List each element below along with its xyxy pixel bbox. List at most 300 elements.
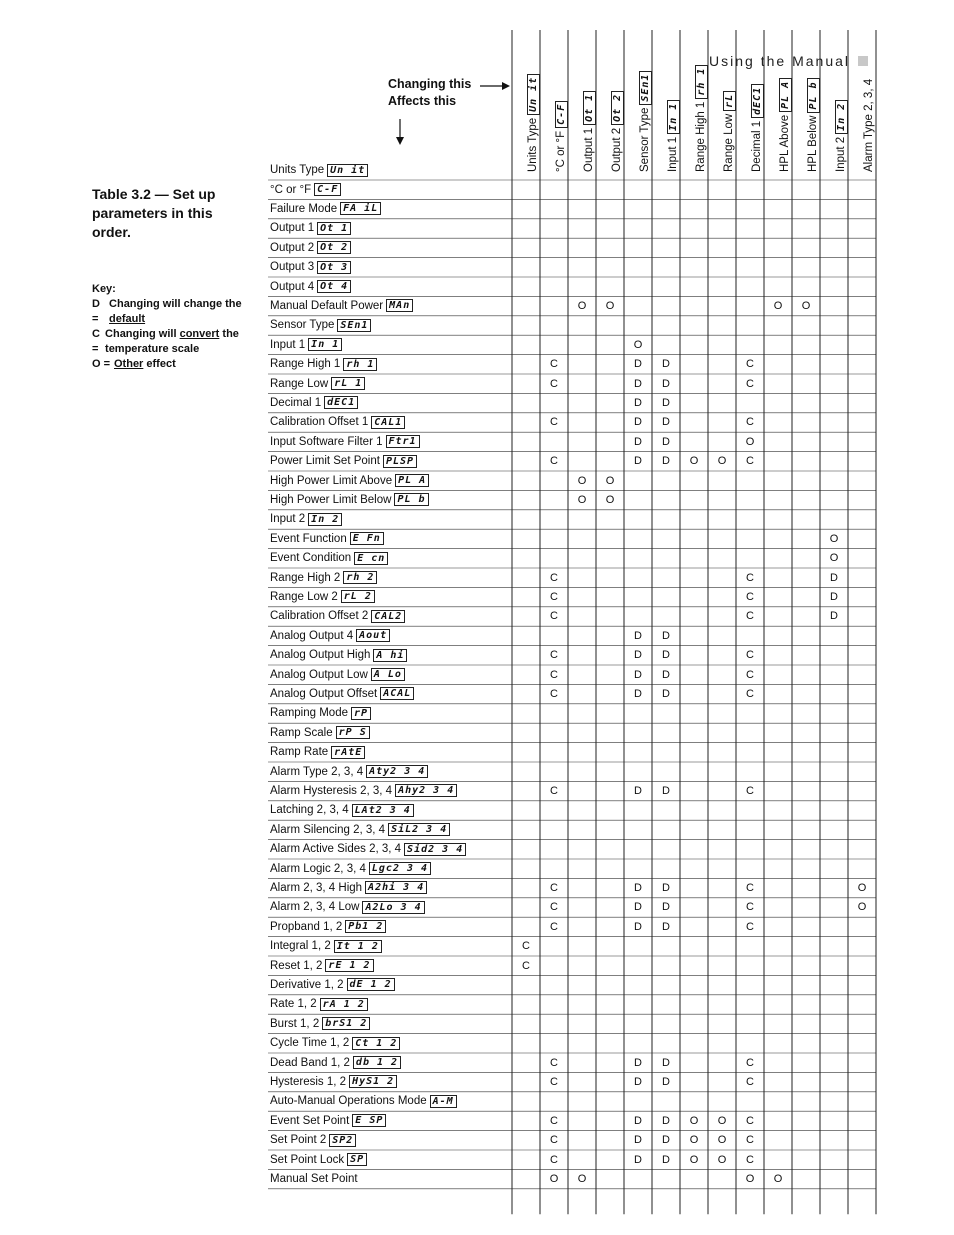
row-label: Latching 2, 3, 4 — [270, 804, 349, 817]
table-cell: D — [662, 1153, 670, 1166]
lcd-code: In 1 — [308, 338, 342, 351]
column-label: Units Type — [527, 117, 539, 172]
lcd-code: rA 1 2 — [320, 998, 368, 1011]
lcd-code: rh 1 — [695, 65, 708, 99]
lcd-code: Ahy2 3 4 — [395, 784, 457, 797]
table-row — [270, 684, 414, 703]
column-label: Input 1 — [667, 136, 679, 172]
row-label: Analog Output 4 — [270, 629, 354, 642]
header-text: Using the Manual — [709, 53, 850, 69]
lcd-code: It 1 2 — [334, 940, 382, 953]
table-cell: D — [662, 377, 670, 390]
row-label: Event Condition — [270, 552, 352, 565]
lcd-code: PL A — [395, 474, 429, 487]
table-row — [270, 626, 390, 645]
table-row — [270, 258, 351, 277]
table-cell: C — [746, 1153, 754, 1166]
table-row — [270, 277, 351, 296]
lcd-code: dEC1 — [324, 396, 358, 409]
table-row — [270, 956, 374, 975]
row-label: Range Low — [270, 377, 329, 390]
table-cell: D — [634, 1134, 642, 1147]
table-cell: D — [662, 901, 670, 914]
table-cell: O — [829, 552, 839, 565]
table-row — [270, 432, 420, 451]
table-row — [270, 568, 377, 587]
row-label: Ramping Mode — [270, 707, 348, 720]
table-cell: O — [717, 455, 727, 468]
lcd-code: PL b — [394, 493, 428, 506]
row-label: Alarm Active Sides 2, 3, 4 — [270, 843, 402, 856]
table-row — [270, 840, 466, 859]
row-label: Output 3 — [270, 261, 315, 274]
table-row — [270, 859, 431, 878]
table-cell: O — [577, 299, 587, 312]
row-label: Alarm Logic 2, 3, 4 — [270, 862, 366, 875]
column-header — [736, 18, 764, 180]
table-row — [270, 1014, 370, 1033]
table-row — [270, 917, 386, 936]
row-label: Input 2 — [270, 513, 306, 526]
lcd-code: rL 2 — [341, 590, 375, 603]
table-row — [270, 161, 368, 180]
column-label: Output 1 — [583, 127, 595, 172]
table-row — [270, 1053, 401, 1072]
row-label: Power Limit Set Point — [270, 455, 380, 468]
table-row — [270, 1072, 397, 1091]
lcd-code: MAn — [386, 299, 413, 312]
table-cell: O — [549, 1172, 559, 1185]
table-cell: C — [550, 901, 558, 914]
table-cell: D — [662, 1056, 670, 1069]
table-row — [270, 587, 375, 606]
table-cell: D — [634, 784, 642, 797]
column-label: Alarm Type 2, 3, 4 — [863, 78, 875, 172]
table-row — [270, 665, 405, 684]
table-cell: C — [550, 1114, 558, 1127]
column-label: °C or °F — [555, 130, 567, 172]
row-label: Set Point 2 — [270, 1134, 327, 1147]
row-label: Alarm Hysteresis 2, 3, 4 — [270, 784, 393, 797]
lcd-code: E Fn — [350, 532, 384, 545]
row-label: Output 2 — [270, 241, 315, 254]
arrow-down-icon — [394, 119, 406, 147]
row-label: Sensor Type — [270, 319, 335, 332]
table-row — [270, 607, 405, 626]
column-label: Decimal 1 — [751, 120, 763, 172]
row-label: Integral 1, 2 — [270, 940, 331, 953]
table-cell: O — [577, 474, 587, 487]
table-cell: O — [717, 1153, 727, 1166]
row-label: Event Set Point — [270, 1114, 350, 1127]
lcd-code: Un it — [527, 74, 540, 115]
table-cell: C — [550, 590, 558, 603]
table-cell: D — [634, 435, 642, 448]
row-label: Set Point Lock — [270, 1153, 345, 1166]
column-header — [568, 18, 596, 180]
lcd-code: CAL1 — [371, 416, 405, 429]
table-row — [270, 1111, 386, 1130]
column-header — [540, 18, 568, 180]
table-cell: C — [746, 901, 754, 914]
lcd-code: FA iL — [340, 202, 381, 215]
row-label: Ramp Rate — [270, 746, 329, 759]
row-label: Dead Band 1, 2 — [270, 1056, 350, 1069]
table-cell: D — [662, 455, 670, 468]
table-cell: O — [745, 435, 755, 448]
table-cell: C — [746, 590, 754, 603]
key-letter: D = — [92, 298, 100, 325]
lcd-code: rh 1 — [343, 358, 377, 371]
table-cell: C — [550, 416, 558, 429]
row-label: Range High 2 — [270, 571, 341, 584]
table-row — [270, 1169, 358, 1188]
table-cell: D — [634, 687, 642, 700]
lcd-code: Aty2 3 4 — [366, 765, 428, 778]
row-label: Calibration Offset 1 — [270, 416, 369, 429]
row-label: Alarm 2, 3, 4 High — [270, 881, 363, 894]
lcd-code: Ot 3 — [317, 261, 351, 274]
changing-label-line2: Affects this — [388, 94, 457, 108]
column-header — [512, 18, 540, 180]
table-cell: C — [550, 920, 558, 933]
key-text: Changing will change the default — [109, 298, 242, 325]
table-cell: C — [746, 571, 754, 584]
lcd-code: rP — [351, 707, 371, 720]
row-label: Reset 1, 2 — [270, 959, 323, 972]
lcd-code: SiL2 3 4 — [388, 823, 450, 836]
table-row — [270, 1131, 356, 1150]
table-cell: D — [662, 1075, 670, 1088]
table-cell: C — [746, 1134, 754, 1147]
table-cell: C — [746, 649, 754, 662]
lcd-code: SEn1 — [639, 71, 652, 105]
table-cell: O — [689, 1134, 699, 1147]
row-label: Range Low 2 — [270, 590, 338, 603]
table-cell: C — [550, 784, 558, 797]
arrow-right-icon — [480, 80, 510, 92]
row-label: Output 1 — [270, 222, 315, 235]
table-cell: D — [662, 435, 670, 448]
lcd-code: C-F — [314, 183, 341, 196]
lcd-code: PLSP — [383, 455, 417, 468]
lcd-code: A2Lo 3 4 — [362, 901, 424, 914]
lcd-code: SP2 — [329, 1134, 356, 1147]
column-header — [680, 18, 708, 180]
row-label: Manual Default Power — [270, 299, 384, 312]
column-label: Sensor Type — [639, 107, 651, 172]
table-cell: C — [550, 610, 558, 623]
table-cell: C — [550, 881, 558, 894]
row-label: Alarm Silencing 2, 3, 4 — [270, 823, 386, 836]
table-cell: C — [550, 1056, 558, 1069]
table-cell: O — [773, 299, 783, 312]
table-cell: C — [550, 1075, 558, 1088]
row-label: Rate 1, 2 — [270, 998, 317, 1011]
table-row — [270, 296, 413, 315]
table-row — [270, 801, 414, 820]
lcd-code: Ot 1 — [317, 222, 351, 235]
table-cell: O — [745, 1172, 755, 1185]
lcd-code: In 2 — [835, 100, 848, 134]
lcd-code: A hi — [373, 649, 407, 662]
table-cell: O — [605, 299, 615, 312]
lcd-code: Lgc2 3 4 — [369, 862, 431, 875]
table-cell: D — [634, 1114, 642, 1127]
row-label: Alarm Type 2, 3, 4 — [270, 765, 364, 778]
table-cell: D — [634, 1056, 642, 1069]
lcd-code: Ct 1 2 — [352, 1037, 400, 1050]
lcd-code: Un it — [327, 164, 368, 177]
column-label: Range Low — [723, 113, 735, 172]
table-row — [270, 199, 381, 218]
table-row — [270, 820, 450, 839]
table-cell: D — [662, 784, 670, 797]
table-cell: D — [662, 416, 670, 429]
table-cell: O — [717, 1134, 727, 1147]
key-letter: O = — [92, 358, 111, 370]
table-row — [270, 335, 342, 354]
key-item — [92, 327, 242, 357]
row-label: Hysteresis 1, 2 — [270, 1075, 347, 1088]
table-cell: D — [662, 687, 670, 700]
row-label: Decimal 1 — [270, 396, 322, 409]
table-cell: D — [662, 358, 670, 371]
column-header — [708, 18, 736, 180]
column-label: Input 2 — [835, 136, 847, 172]
table-cell: O — [773, 1172, 783, 1185]
table-row — [270, 316, 371, 335]
table-cell: D — [634, 396, 642, 409]
table-cell: C — [550, 571, 558, 584]
lcd-code: CAL2 — [371, 610, 405, 623]
table-row — [270, 898, 425, 917]
table-cell: O — [717, 1114, 727, 1127]
row-label: Output 4 — [270, 280, 315, 293]
table-cell: C — [746, 1075, 754, 1088]
table-cell: O — [577, 493, 587, 506]
lcd-code: rP S — [336, 726, 370, 739]
table-row — [270, 743, 365, 762]
lcd-code: rh 2 — [343, 571, 377, 584]
lcd-code: Ftr1 — [386, 435, 420, 448]
table-cell: D — [662, 881, 670, 894]
table-cell: D — [634, 1153, 642, 1166]
lcd-code: A2hi 3 4 — [365, 881, 427, 894]
table-cell: D — [634, 920, 642, 933]
lcd-code: Ot 2 — [317, 241, 351, 254]
row-label: Analog Output High — [270, 649, 371, 662]
key-title: Key: — [92, 283, 116, 295]
table-row — [270, 549, 388, 568]
key-legend — [92, 282, 242, 372]
lcd-code: A-M — [430, 1095, 457, 1108]
key-item — [92, 297, 242, 327]
table-cell: C — [522, 959, 530, 972]
table-cell: O — [689, 1114, 699, 1127]
table-cell: O — [689, 455, 699, 468]
key-letter: C = — [92, 328, 100, 355]
table-cell: C — [550, 377, 558, 390]
table-cell: D — [662, 396, 670, 409]
row-label: Range High 1 — [270, 358, 341, 371]
lcd-code: E SP — [352, 1114, 386, 1127]
table-cell: C — [746, 358, 754, 371]
table-cell: O — [857, 901, 867, 914]
table-cell: C — [746, 1114, 754, 1127]
row-label: High Power Limit Below — [270, 493, 392, 506]
lcd-code: PL A — [779, 78, 792, 112]
table-row — [270, 393, 358, 412]
column-label: Output 2 — [611, 127, 623, 172]
table-cell: D — [662, 1114, 670, 1127]
key-text: Other effect — [114, 358, 176, 370]
lcd-code: Pb1 2 — [345, 920, 386, 933]
table-row — [270, 781, 457, 800]
lcd-code: db 1 2 — [353, 1056, 401, 1069]
table-cell: D — [830, 590, 838, 603]
row-label: Calibration Offset 2 — [270, 610, 369, 623]
table-row — [270, 529, 384, 548]
lcd-code: ACAL — [380, 687, 414, 700]
table-row — [270, 180, 341, 199]
column-header — [596, 18, 624, 180]
column-header — [624, 18, 652, 180]
row-label: Manual Set Point — [270, 1172, 358, 1185]
table-row — [270, 219, 351, 238]
table-cell: D — [634, 377, 642, 390]
table-cell: D — [662, 920, 670, 933]
table-cell: D — [634, 629, 642, 642]
lcd-code: SEn1 — [337, 319, 371, 332]
table-cell: D — [662, 649, 670, 662]
table-cell: C — [550, 687, 558, 700]
table-row — [270, 937, 382, 956]
table-row — [270, 704, 371, 723]
table-row — [270, 646, 407, 665]
column-header — [820, 18, 848, 180]
table-cell: D — [634, 881, 642, 894]
lcd-code: Ot 2 — [611, 91, 624, 125]
row-label: Analog Output Low — [270, 668, 368, 681]
row-label: Propband 1, 2 — [270, 920, 343, 933]
lcd-code: LAt2 3 4 — [352, 804, 414, 817]
table-cell: D — [662, 668, 670, 681]
table-title: Table 3.2 — Set up parameters in this order. — [92, 186, 216, 240]
table-cell: D — [634, 649, 642, 662]
row-label: Alarm 2, 3, 4 Low — [270, 901, 360, 914]
lcd-code: PL b — [807, 78, 820, 112]
table-cell: C — [746, 416, 754, 429]
table-cell: D — [830, 571, 838, 584]
lcd-code: rL — [723, 91, 736, 111]
row-label: Auto-Manual Operations Mode — [270, 1095, 427, 1108]
row-label: Ramp Scale — [270, 726, 333, 739]
table-cell: D — [634, 455, 642, 468]
table-cell: D — [634, 668, 642, 681]
column-label: HPL Below — [807, 115, 819, 172]
changing-label — [388, 76, 471, 110]
table-cell: C — [550, 668, 558, 681]
lcd-code: C-F — [555, 101, 568, 128]
row-label: Analog Output Offset — [270, 687, 378, 700]
column-header — [764, 18, 792, 180]
table-row — [270, 723, 370, 742]
table-row — [270, 374, 365, 393]
lcd-code: Ot 1 — [583, 91, 596, 125]
table-cell: C — [746, 610, 754, 623]
table-row — [270, 413, 405, 432]
lcd-code: E cn — [354, 552, 388, 565]
lcd-code: A Lo — [371, 668, 405, 681]
table-cell: C — [522, 940, 530, 953]
table-cell: O — [633, 338, 643, 351]
column-label: HPL Above — [779, 114, 791, 172]
column-header — [848, 18, 876, 180]
row-label: Burst 1, 2 — [270, 1017, 320, 1030]
table-cell: C — [746, 784, 754, 797]
table-cell: D — [830, 610, 838, 623]
row-label: °C or °F — [270, 183, 312, 196]
table-row — [270, 762, 428, 781]
table-cell: C — [550, 649, 558, 662]
sidebar — [92, 185, 242, 372]
lcd-code: rL 1 — [331, 377, 365, 390]
column-header — [792, 18, 820, 180]
lcd-code: dE 1 2 — [347, 978, 395, 991]
table-cell: O — [577, 1172, 587, 1185]
column-label: Range High 1 — [695, 101, 707, 172]
table-row — [270, 878, 427, 897]
row-label: Cycle Time 1, 2 — [270, 1037, 350, 1050]
table-cell: C — [746, 377, 754, 390]
lcd-code: rAtE — [331, 746, 365, 759]
lcd-code: dEC1 — [751, 84, 764, 118]
table-cell: D — [662, 629, 670, 642]
row-label: Derivative 1, 2 — [270, 978, 344, 991]
table-cell: C — [746, 1056, 754, 1069]
table-row — [270, 995, 368, 1014]
table-cell: C — [746, 920, 754, 933]
table-row — [270, 471, 429, 490]
table-cell: D — [634, 901, 642, 914]
table-row — [270, 490, 429, 509]
table-row — [270, 975, 395, 994]
lcd-code: Ot 4 — [317, 280, 351, 293]
table-row — [270, 355, 377, 374]
table-cell: C — [746, 455, 754, 468]
lcd-code: brS1 2 — [322, 1017, 370, 1030]
table-cell: O — [829, 532, 839, 545]
table-cell: O — [689, 1153, 699, 1166]
key-item — [92, 357, 242, 372]
column-header — [652, 18, 680, 180]
table-row — [270, 1092, 457, 1111]
table-row — [270, 1150, 367, 1169]
changing-label-line1: Changing this — [388, 77, 472, 91]
table-cell: O — [605, 493, 615, 506]
row-label: Input Software Filter 1 — [270, 435, 383, 448]
lcd-code: HyS1 2 — [349, 1075, 397, 1088]
lcd-code: Aout — [356, 629, 390, 642]
key-text: Changing will convert the temperature scale — [105, 328, 239, 355]
table-cell: C — [550, 455, 558, 468]
table-cell: C — [550, 358, 558, 371]
table-cell: C — [746, 881, 754, 894]
row-label: Event Function — [270, 532, 347, 545]
lcd-code: In 1 — [667, 100, 680, 134]
lcd-code: Sid2 3 4 — [404, 843, 466, 856]
